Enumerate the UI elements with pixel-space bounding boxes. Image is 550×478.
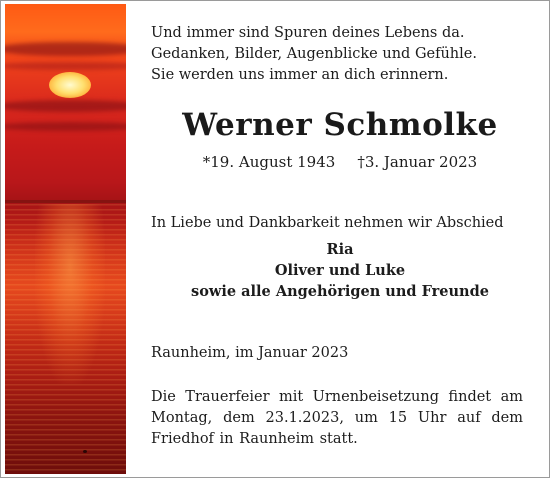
- poem-line: Und immer sind Spuren deines Lebens da.: [151, 25, 465, 41]
- poem-line: Sie werden uns immer an dich erinnern.: [151, 67, 449, 83]
- sun: [49, 72, 91, 98]
- place-date: Raunheim, im Januar 2023: [151, 345, 349, 361]
- cloud-band: [5, 122, 126, 131]
- mourner-name: Ria: [326, 241, 354, 258]
- mourners-list: [129, 239, 550, 302]
- funeral-line: Die Trauerfeier mit Urnenbeisetzung findet am: [151, 389, 523, 405]
- mourner-name: sowie alle Angehörigen und Freunde: [191, 283, 489, 300]
- bird-silhouette: [83, 450, 87, 453]
- life-dates: [129, 153, 550, 171]
- poem-verse: [151, 23, 531, 86]
- sunset-photo: [5, 4, 126, 474]
- birth-date: *19. August 1943: [202, 153, 336, 171]
- water-glint: [5, 204, 126, 474]
- deceased-name: Werner Schmolke: [182, 107, 498, 143]
- farewell-line: In Liebe und Dankbarkeit nehmen wir Abschied: [151, 215, 504, 231]
- mourner-name: Oliver und Luke: [274, 262, 406, 279]
- cloud-band: [5, 100, 126, 112]
- horizon: [5, 200, 126, 203]
- funeral-line: Friedhof in Raunheim statt.: [151, 431, 358, 447]
- cloud-band: [5, 62, 126, 70]
- funeral-info: [151, 387, 523, 450]
- funeral-line: Montag, dem 23.1.2023, um 15 Uhr auf dem: [151, 410, 523, 426]
- poem-line: Gedanken, Bilder, Augenblicke und Gefühle.: [151, 46, 477, 62]
- death-date: †3. Januar 2023: [357, 153, 478, 171]
- cloud-band: [5, 42, 126, 56]
